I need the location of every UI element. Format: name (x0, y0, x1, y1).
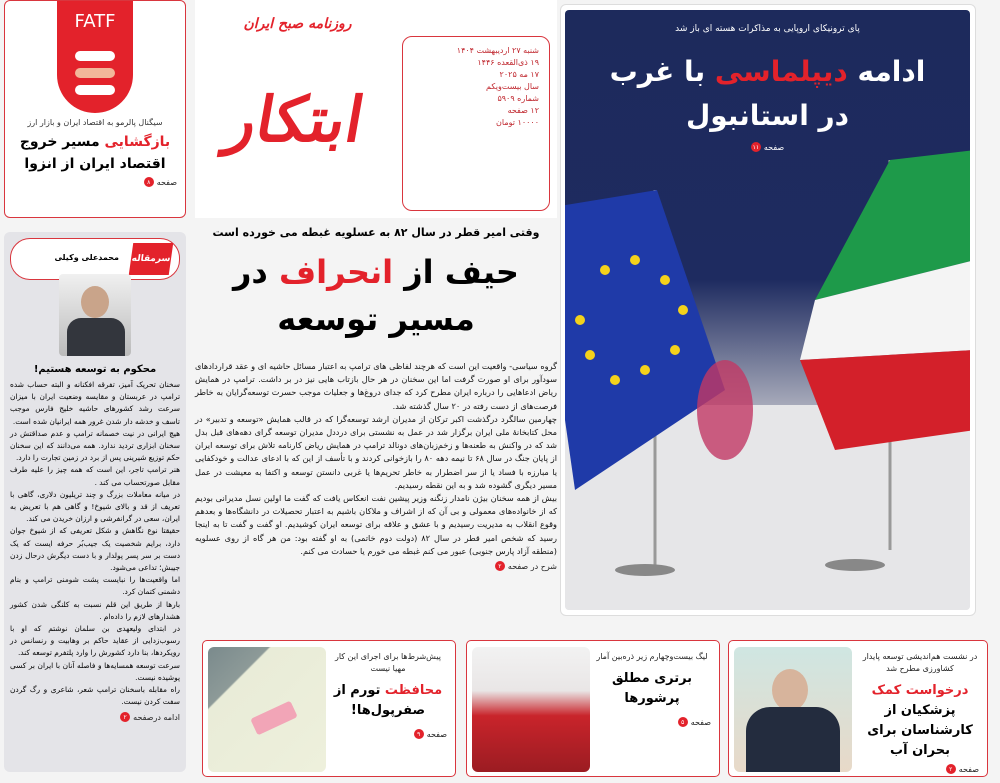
headline-text: ادامه (857, 55, 926, 88)
fatf-logo-text: FATF (74, 11, 116, 32)
headline-text: در (233, 253, 268, 291)
headline-highlight: بازگشایی (104, 134, 171, 150)
editorial-paragraph: بارها از طریق این قلم نسبت به کلنگی شدن کشور هشدارهای لازم را داده‌ام . (10, 599, 180, 621)
fatf-headline (13, 132, 177, 152)
logo-stripe (75, 51, 115, 61)
editorial-paragraph: حقیقتا نوع نگاهش و شکل تعریفی که از شیوخ جوان دارد، برایم شخصیت یک جیب‌بُر حرفه ایست که یک دست بر سر پسر پولدار و با دست دیگرش درحال زدن جیبش؛ تداعی می‌شود. (10, 526, 180, 573)
headline-highlight: محافظت (384, 683, 443, 698)
photo-story[interactable] (565, 10, 970, 610)
editorial-paragraph: در ابتدای ولیعهدی بن سلمان نوشتم که او با رسوب‌زدایی از عقاید حاکم بر وهابیت و رنسانس در رویکردها، بنا دارد کشورش را وارد پلتفرم توسعه کند. (10, 624, 180, 658)
date-hijri: ۱۹ ذی‌القعده ۱۴۴۶ (477, 58, 539, 67)
main-paragraph: گروه سیاسی- واقعیت این است که هرچند لفاظی های ترامپ به اعتبار مسائل حاشیه ای و عقد قراردادهای سودآور برای او صورت گرفت اما این سخنان در هر حال بازتاب هایی نیز در بر داشت. ترامپ در همایش ریاض ادعاهایی را درباره ایران مطرح کرد که جدای دروغ‌ها و جعلیات موجب حسرت توسعه‌گرایان به خاطر فرصت‌های از دست رفته در ۲۰ سال گذشته شد. (195, 361, 557, 411)
main-paragraph: بیش از همه سخنان بیژن نامدار زنگنه وزیر پیشین نفت انعکاس یافت که گفت ما اولین نسل مدیرانی بودیم که از خانواده‌های معمولی و بی آن که از اشراف و ملاکان باشیم به اعتبار تحصیلات در دانشگاه‌ها و بعدهم وقوع انقلاب به مدیریت رسیدیم و با عشق و علاقه برای توسعه ایران کوشیدیم. او گفت و گفت تا به اینجا رسید که شخص امیر قطر در سال ۸۲ (دولت دوم خاتمی) به او گفته بود: من هر گاه از روی عسلویه (منطقه آزاد پارس جنوبی) عبور می کنم غبطه می خورم یا حسادت می کنم. (195, 493, 557, 556)
editorial-paragraph: در میانه معاملات بزرگ و چند تریلیون دلاری، گاهی با تعریف از قد و بالای شیوخ! و گاهی هم با تعریض به ایران، سعی در گرانفرشی و ارزان خریدن می کند. (10, 489, 180, 524)
banknote-eraser-photo (208, 647, 326, 772)
pezeshkian-photo (734, 647, 852, 772)
date-persian: شنبه ۲۷ اردیبهشت ۱۴۰۴ (456, 46, 539, 55)
story-headline (593, 669, 711, 709)
page-number: ۲ (946, 764, 956, 774)
newspaper-slogan: روزنامه صبح ایران (243, 16, 352, 32)
photo-headline (565, 52, 970, 92)
page-label: صفحه (426, 729, 447, 739)
page-number: ۲ (495, 561, 505, 571)
story-kicker: پیش‌شرط‌ها برای اجرای این کار مهیا نیست (334, 652, 442, 673)
story-kicker: لیگ بیست‌وچهارم زیر ذره‌بین آمار (596, 652, 708, 661)
editorial-badge: سرمقاله (129, 243, 173, 275)
issue-info (402, 36, 550, 211)
editorial-paragraph: سرعت توسعه همسایه‌ها و فاصله آنان با ایران بر کسی پوشیده نیست. (10, 660, 180, 682)
photo-headline-line2: در استانبول (685, 99, 850, 132)
main-paragraph: چهارمین سالگرد درگذشت اکبر ترکان از مدیران ارشد توسعه‌گرا که در قالب همایش «توسعه و تدبیر» در محل کتابخانهٔ ملی ایران برگزار شد در عمل به نشستی برای درددل مدیران توسعه گرای دهه‌های قبل بدل شد که در واکنش به طعنه‌ها و زخم‌زبان‌های دونالد ترامپ در همایش ریاض کارنامه تلاش برای توسعه ایران از پایان جنگ در سال ۶۸ تا نیمه دهه ۸۰ را بازخوانی کردند و با تأسف از این که با ادعای عدالت و خودکفایی یا مبارزه با فساد یا از سر اضطرار به خاطر تحریم‌ها یا غربی دانستن توسعه و اکتفا به معیشت در عمل مسیر دیگری گشوده شد و به این نقطه رسیدیم. (195, 413, 557, 490)
price: ۱۰۰۰۰ تومان (496, 118, 539, 127)
page-label: صفحه (763, 142, 785, 152)
masthead (195, 0, 557, 218)
author-suit (67, 318, 125, 356)
bottom-story-league[interactable] (466, 640, 720, 777)
page-ref (329, 729, 447, 739)
volume: سال بیست‌ویکم (486, 82, 539, 91)
football-celebration-photo (472, 647, 590, 772)
page-ref (593, 717, 711, 727)
date-gregorian: ۱۷ مه ۲۰۲۵ (499, 70, 539, 79)
page-label: شرح در صفحه (507, 561, 557, 571)
headline-text: با غرب (609, 55, 706, 88)
flag-base (615, 564, 675, 576)
editorial-column[interactable] (4, 232, 186, 772)
editorial-paragraph: راه مقابله باسخنان ترامپ شعر، شاعری و رگ گردن سفت کردن نیست. (10, 685, 180, 707)
fatf-kicker: سیگنال پالرمو به اقتصاد ایران و بازار ارز (27, 118, 163, 127)
page-ref (565, 142, 970, 152)
page-number: ۵ (678, 717, 688, 727)
main-kicker: وقتی امیر قطر در سال ۸۲ به عسلویه غبطه می خورده است (212, 226, 540, 239)
main-headline (195, 250, 557, 294)
story-headline (329, 681, 447, 721)
editorial-title: محکوم به توسعه هستیم! (33, 364, 157, 375)
issue-number: شماره ۵۹۰۹ (497, 94, 539, 103)
headline-highlight: دیپلماسی (714, 55, 848, 88)
editorial-paragraph: سخنان تحریک آمیز، تفرقه افکنانه و البته حساب شده ترامپ در عربستان و مقایسه وضعیت ایران با میزان سرعت رشد کشورهای حاشیه خلیج فارس موجب تاسف و خدشه دار شدن غرور همه ایرانیان شده است. (10, 380, 180, 426)
author-face (81, 286, 109, 318)
editorial-paragraph: اما واقعیت‌ها را نبایست پشت شومنی ترامپ و بنام دشمنی کتمان کرد. (10, 575, 180, 597)
author-photo (59, 274, 131, 356)
bottom-story-water[interactable] (728, 640, 988, 777)
page-number: ۹ (414, 729, 424, 739)
main-headline-line2: مسیر توسعه (277, 300, 475, 338)
main-story[interactable] (195, 225, 557, 625)
page-number: ۲ (120, 712, 130, 722)
fatf-headline-line2: اقتصاد ایران از انزوا (24, 156, 166, 172)
headline-text: حیف از (404, 253, 519, 291)
newspaper-logo: ابتکار (220, 83, 370, 156)
headline-text: تورم از صفرپول‌ها! (333, 683, 426, 718)
author-name: محمدعلی وکیلی (54, 253, 119, 262)
photo-kicker: پای ترونیکای اروپایی به مذاکرات هسته ای باز شد (675, 24, 860, 34)
headline-text: برتری مطلق پرشورها (611, 671, 693, 706)
logo-stripe (75, 85, 115, 95)
continued-ref[interactable] (195, 561, 557, 571)
story-headline (861, 681, 979, 761)
story-kicker: در نشست هم‌اندیشی توسعه پایدار کشاورزی مطرح شد (862, 652, 978, 673)
logo-stripe (75, 68, 115, 78)
headline-text: مسیر خروج (19, 134, 100, 150)
editorial-paragraph: هنر ترامپ تاجر، این است که همه چیز را علیه طرف مقابل صورتحساب می کند . (10, 465, 180, 487)
page-label: صفحه (156, 177, 177, 187)
page-ref (861, 764, 979, 774)
fatf-story-box[interactable] (4, 0, 186, 218)
page-label: ادامه درصفحه (133, 712, 180, 722)
continued-ref[interactable] (10, 712, 180, 722)
headline-highlight: انحراف (278, 253, 394, 291)
flag-base (825, 559, 885, 571)
page-number: ۸ (144, 177, 154, 187)
page-count: ۱۲ صفحه (507, 106, 539, 115)
page-ref (13, 177, 177, 187)
editorial-paragraph: هیچ ایرانی در نیت خصمانه ترامپ و عدم صداقتش در سخنان ابزاری تردید ندارد. همه می‌دانند که این سخنان حکم توزیع شیرینی پس از برد در زمین تجارت را دارد. (10, 428, 180, 463)
headline-text: پزشکیان از کارشناسان برای بحران آب (867, 703, 973, 758)
page-number: ۱۱ (752, 143, 760, 151)
bottom-story-inflation[interactable] (202, 640, 456, 777)
page-label: صفحه (690, 717, 711, 727)
headline-highlight: درخواست کمک (871, 683, 969, 698)
flowers (697, 360, 753, 460)
page-label: صفحه (958, 764, 979, 774)
fatf-logo (57, 1, 133, 113)
